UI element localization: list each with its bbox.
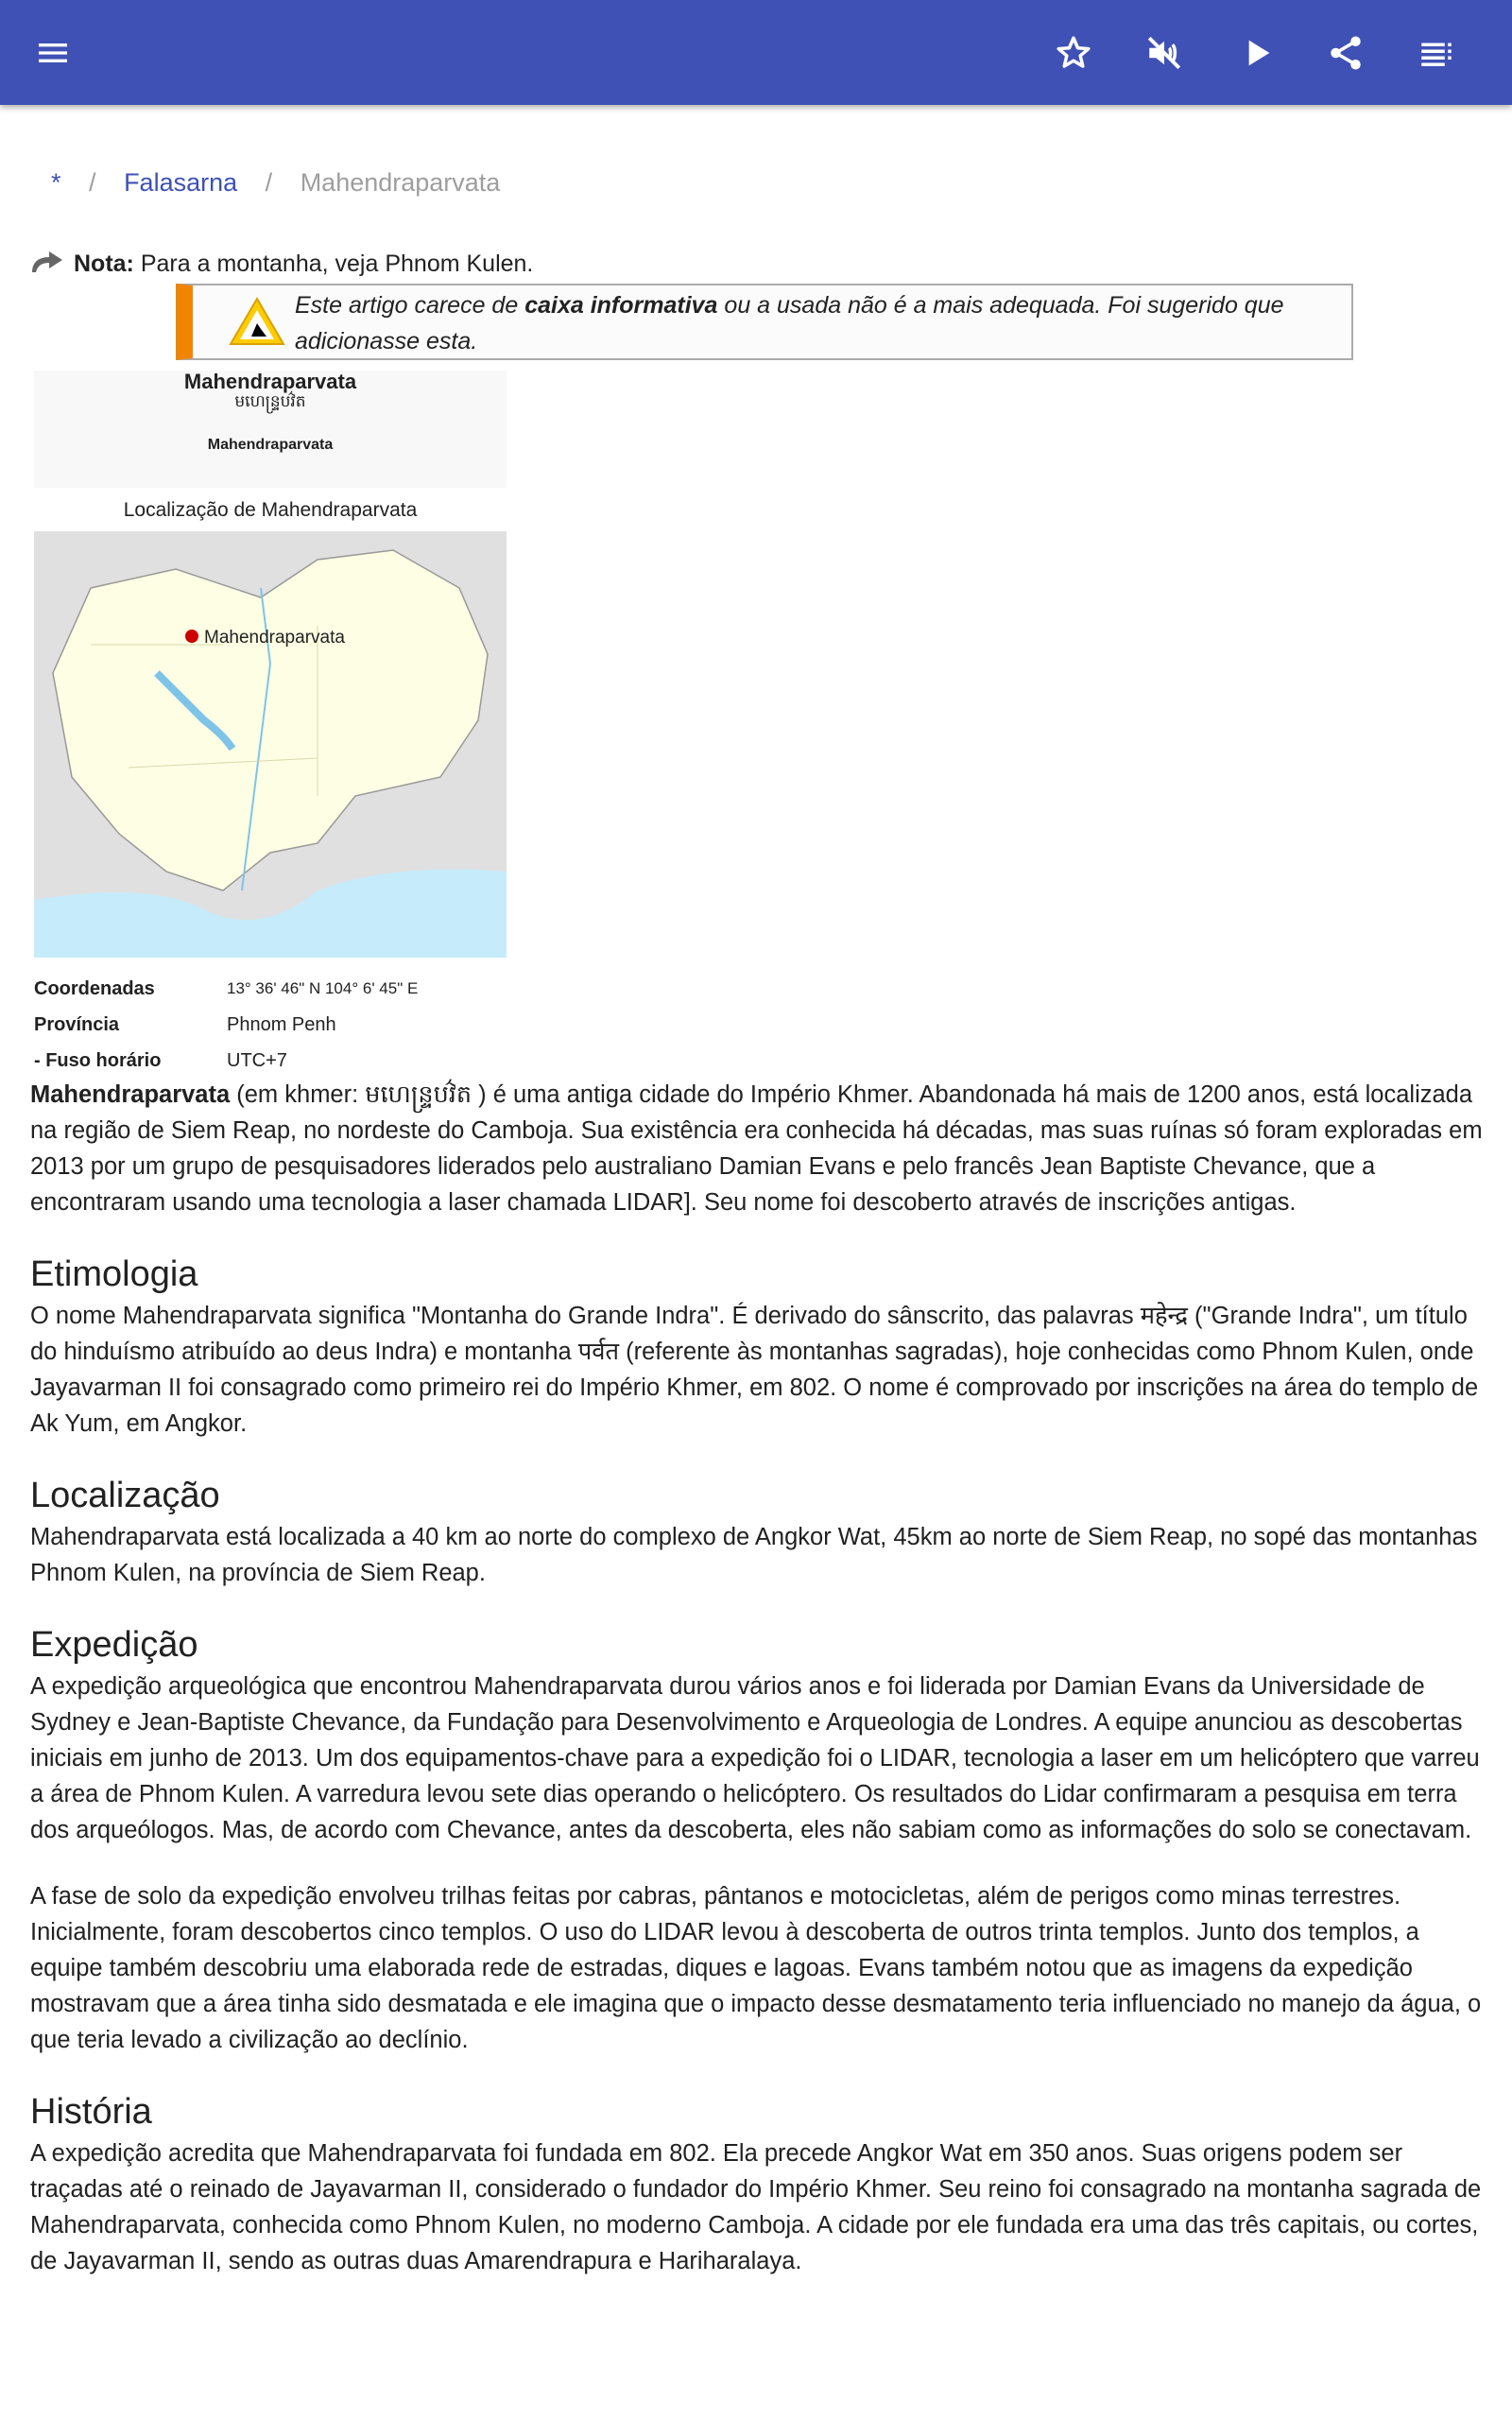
star-icon[interactable]: [1047, 26, 1100, 79]
warning-construction-icon: [229, 297, 285, 351]
coordinates-link[interactable]: 13° 36' 46" N 104° 6' 45" E: [227, 979, 419, 997]
paragraph: Mahendraparvata está localizada a 40 km ao norte do complexo de Angkor Wat, 45km ao norte de Siem Reap, no sopé das montanhas Phnom Kulen, na província de Siem Reap.: [30, 1524, 1478, 1586]
toc-icon[interactable]: [1410, 26, 1463, 79]
redirect-arrow-icon: [28, 246, 66, 283]
paragraph: A fase de solo da expedição envolveu trilhas feitas por cabras, pântanos e motocicletas, além de perigos como minas terrestres. Inicialmente, foram descobertos cinco templos. O uso do LIDAR levou à descoberta de outros trinta templos. Junto dos templos, a equipe também descobriu uma elaborada rede de estradas, diques e lagoas. Evans também notou que as imagens da expedição mostravam que a área tinha sido desmatada e ele imagina que o impacto desse desmatamento teria influenciado no manejo da água, o que teria levado a civilização ao declínio.: [30, 1883, 1482, 2053]
app-bar: [0, 0, 1512, 105]
infobox-row: [34, 971, 507, 1007]
breadcrumb-home[interactable]: *: [51, 168, 61, 197]
paragraph: A expedição arqueológica que encontrou Mahendraparvata durou vários anos e foi liderada por Damian Evans da Universidade de Sydney e Jean-Baptiste Chevance, da Fundação para Desenvolvimento e Arqueologia de Londres. A equipe anunciou as descobertas iniciais em junho de 2013. Um dos equipamentos-chave para a expedição foi o LIDAR, tecnologia a laser em um helicóptero que varreu a área de Phnom Kulen. A varredura levou sete dias operando o helicóptero. Os resultados do Lidar confirmaram a pesquisa em terra dos arqueólogos. Mas, de acordo com Chevance, antes da descoberta, eles não sabiam como as informações do solo se conectavam.: [30, 1673, 1480, 1843]
section-heading: Localização: [30, 1476, 220, 1515]
infobox-row: [34, 1007, 507, 1043]
mute-icon[interactable]: [1138, 26, 1191, 79]
breadcrumb: [51, 168, 521, 198]
breadcrumb-separator: /: [89, 168, 96, 197]
article-body: [30, 1077, 1486, 2309]
infobox-row: [34, 1043, 507, 1079]
location-marker: [185, 630, 198, 643]
play-icon[interactable]: [1230, 26, 1283, 79]
row-value: Phnom Penh: [227, 1013, 336, 1035]
section-heading: Expedição: [30, 1625, 198, 1665]
disambiguation-note: [28, 246, 533, 283]
section-heading: Etimologia: [30, 1254, 198, 1294]
row-key: Província: [34, 1013, 120, 1035]
menu-icon[interactable]: [26, 26, 79, 79]
infobox-table: [34, 971, 507, 1079]
infobox-khmer-name: មហេន្ទ្របវ៌ត: [234, 392, 306, 410]
map-marker-label: Mahendraparvata: [204, 628, 345, 648]
breadcrumb-separator: /: [265, 168, 273, 197]
row-key: - Fuso horário: [34, 1049, 162, 1071]
warning-text: Este artigo carece de caixa informativa ou a usada não é a mais adequada. Foi sugerido que adicionasse esta.: [295, 292, 1284, 354]
row-value: UTC+7: [227, 1049, 287, 1071]
breadcrumb-current: Mahendraparvata: [300, 168, 501, 197]
breadcrumb-parent[interactable]: Falasarna: [124, 168, 238, 197]
map-caption: Localização de Mahendraparvata: [123, 499, 418, 521]
paragraph: O nome Mahendraparvata significa "Montanha do Grande Indra". É derivado do sânscrito, das palavras महेन्द्र ("Grande Indra", um título do hinduísmo atribuído ao deus Indra) e montanha पर्वत (referente às montanhas sagradas), hoje conhecidas como Phnom Kulen, onde Jayavarman II foi consagrado como primeiro rei do Império Khmer, em 802. O nome é comprovado por inscrições na área do templo de Ak Yum, em Angkor.: [30, 1303, 1479, 1437]
infobox-header: [34, 371, 507, 488]
location-map[interactable]: [34, 531, 507, 958]
infobox: [34, 371, 507, 1079]
row-key: Coordenadas: [34, 977, 155, 999]
note-label: Nota:: [74, 251, 134, 277]
missing-infobox-warning: [176, 284, 1353, 360]
section-heading: História: [30, 2092, 152, 2132]
intro-paragraph: Mahendraparvata (em khmer: មហេន្ទ្របវ៌ត ) é uma antiga cidade do Império Khmer. Abandonada há mais de 1200 anos, está localizada na região de Siem Reap, no nordeste do Camboja. Sua existência era conhecida há décadas, mas suas ruínas só foram exploradas em 2013 por um grupo de pesquisadores liderados pelo australiano Damian Evans e pelo francês Jean Baptiste Chevance, que a encontraram usando uma tecnologia a laser chamada LIDAR]. Seu nome foi descoberto através de inscrições antigas.: [30, 1081, 1483, 1216]
share-icon[interactable]: [1319, 26, 1372, 79]
infobox-title: Mahendraparvata: [183, 370, 357, 393]
note-text: Para a montanha, veja Phnom Kulen.: [133, 251, 534, 277]
paragraph: A expedição acredita que Mahendraparvata foi fundada em 802. Ela precede Angkor Wat em 350 anos. Suas origens podem ser traçadas até o reinado de Jayavarman II, considerado o fundador do Império Khmer. Seu reino foi consagrado na montanha sagrada de Mahendraparvata, conhecida como Phnom Kulen, no moderno Camboja. A cidade por ele fundada era uma das três capitais, ou cortes, de Jayavarman II, sendo as outras duas Amarendrapura e Hariharalaya.: [30, 2140, 1482, 2274]
infobox-subtitle: Mahendraparvata: [207, 437, 334, 453]
